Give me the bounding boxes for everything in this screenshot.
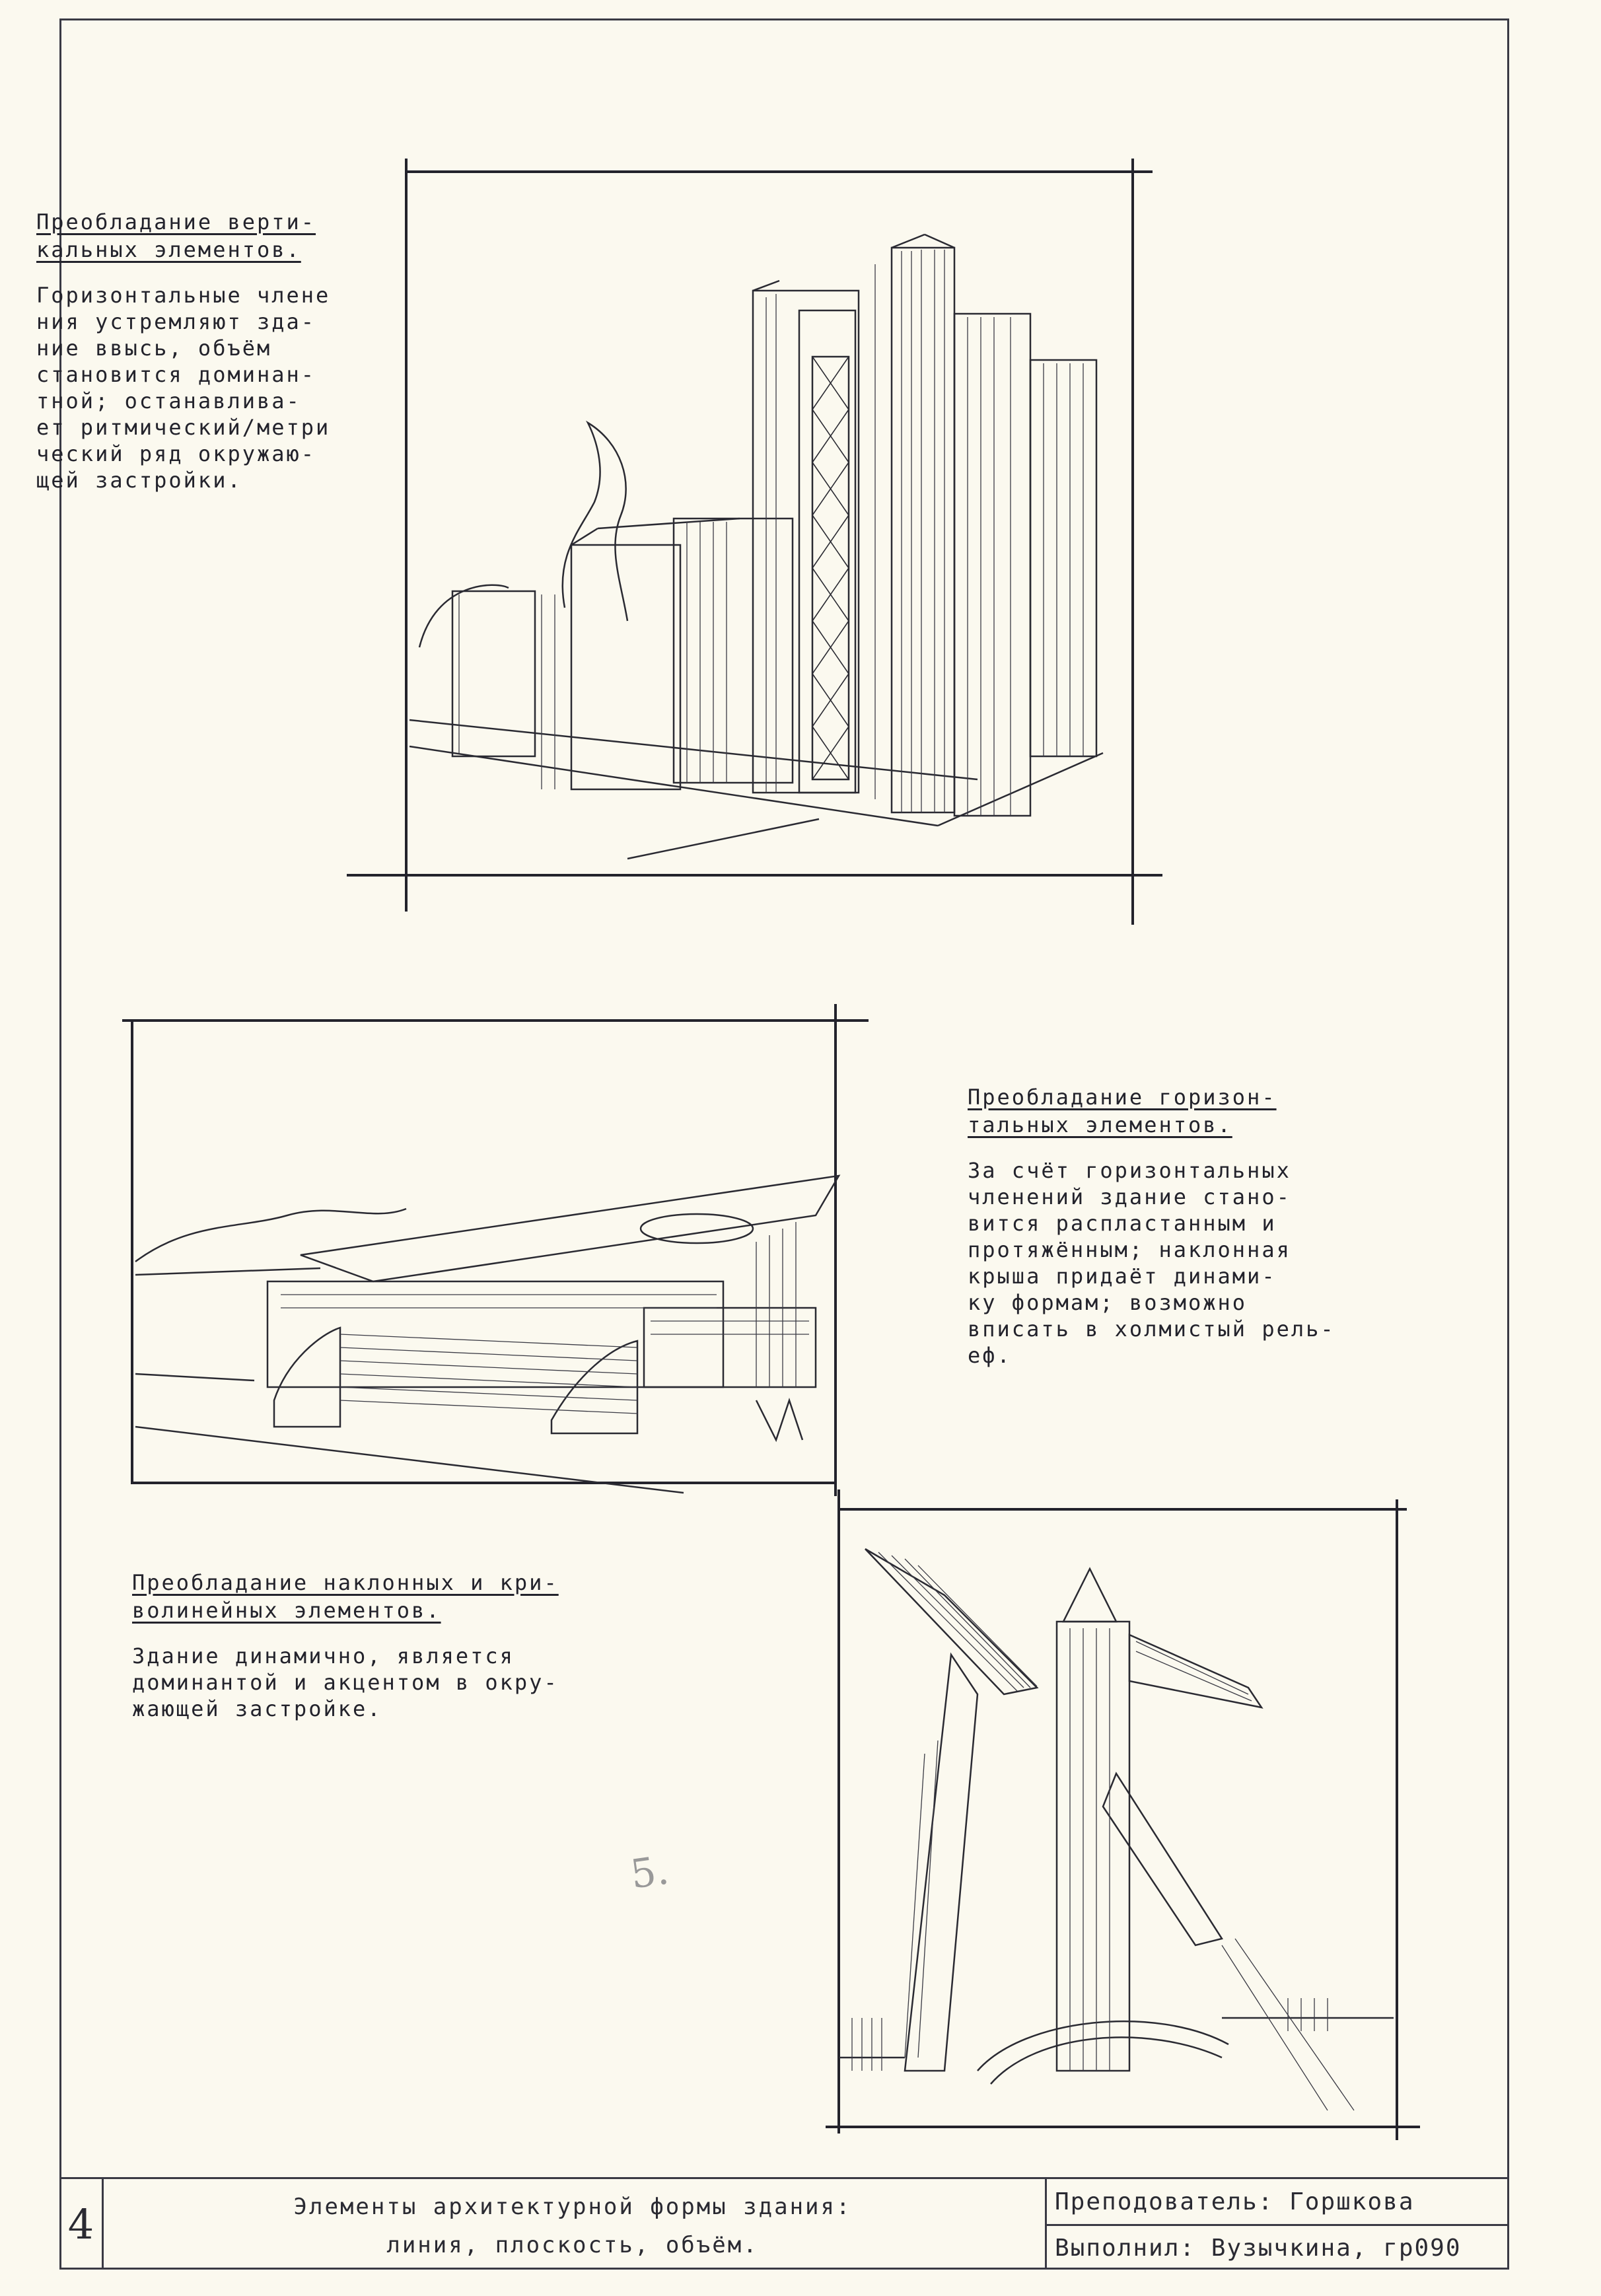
note-sloped bbox=[132, 1569, 727, 1722]
sheet-number: 4 bbox=[67, 2200, 94, 2248]
sketch-vertical-building bbox=[343, 159, 1169, 925]
note-sloped-text: Здание динамично, является доминантой и акцентом в окру- жающей застройке. bbox=[132, 1643, 559, 1721]
sketch-horizontal-building bbox=[122, 1004, 872, 1496]
teacher-name: Преподователь: Горшкова bbox=[1055, 2188, 1415, 2215]
sketch-sloped-building bbox=[826, 1489, 1420, 2143]
note-vertical-text: Горизонтальные члене ния устремляют зда- ние ввысь, объём становится доминан- тной; останавлива- ет ритмический/метри ческий ряд окружаю- щей застройки. bbox=[36, 283, 331, 493]
note-sloped-heading: Преобладание наклонных и кри- волинейных элементов. bbox=[132, 1570, 559, 1623]
note-horizontal-heading: Преобладание горизон- тальных элементов. bbox=[968, 1085, 1277, 1137]
title-line-1: Элементы архитектурной формы здания: bbox=[293, 2194, 852, 2220]
note-horizontal-text: За счёт горизонтальных членений здание стано- вится распластанным и протяжённым; наклонная крыша придаёт динами- ку формам; возможно вписать в холмистый рель- еф. bbox=[968, 1158, 1335, 1368]
note-horizontal bbox=[968, 1083, 1430, 1369]
author-name: Выполнил: Вузычкина, гр090 bbox=[1055, 2235, 1462, 2262]
sketch-horizontal-svg bbox=[122, 1004, 872, 1496]
sketch-vertical-svg bbox=[343, 159, 1169, 925]
title-block-divider bbox=[1047, 2224, 1509, 2226]
sheet-number-cell bbox=[59, 2179, 104, 2270]
title-line-2: линия, плоскость, объём. bbox=[386, 2232, 759, 2258]
title-block bbox=[59, 2177, 1509, 2270]
title-cell bbox=[104, 2179, 1047, 2270]
note-vertical-heading: Преобладание верти- кальных элементов. bbox=[36, 209, 316, 262]
sketch-sloped-svg bbox=[826, 1489, 1420, 2143]
page-mark: 5. bbox=[627, 1847, 672, 1898]
